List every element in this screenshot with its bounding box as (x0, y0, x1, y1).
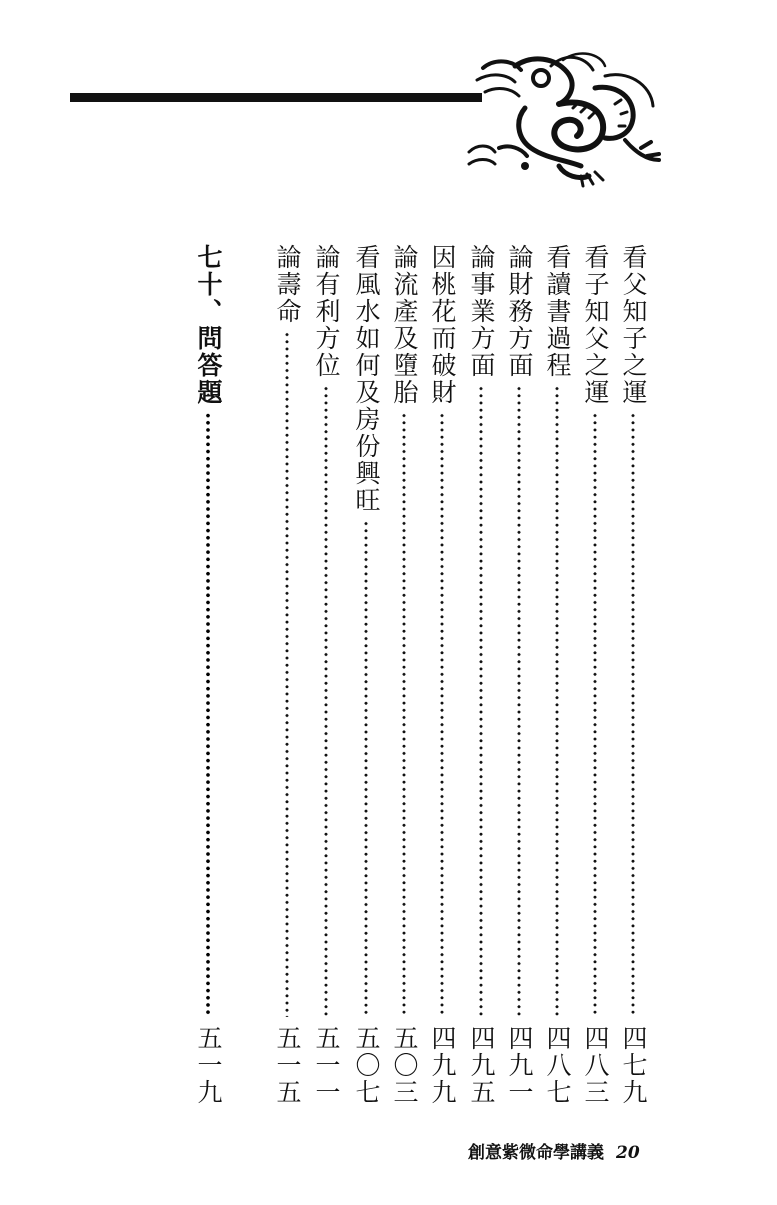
toc-entry-title: 看讀書過程 (543, 244, 572, 379)
dot-leader (517, 385, 521, 1017)
toc-entry (464, 244, 498, 1106)
header-rule (70, 93, 482, 102)
toc-entry-title: 看風水如何及房份興旺 (352, 244, 381, 514)
toc-entry (270, 244, 304, 1106)
table-of-contents (0, 244, 777, 1124)
toc-entry (578, 244, 612, 1106)
toc-entry (540, 244, 574, 1106)
dot-leader (285, 331, 289, 1017)
toc-entry-title: 論事業方面 (467, 244, 496, 379)
toc-entry (616, 244, 650, 1106)
toc-entry (387, 244, 421, 1106)
toc-entry-page: 四八三 (581, 1025, 610, 1106)
page-footer (468, 1138, 640, 1163)
toc-entry-page: 五一一 (312, 1025, 341, 1106)
toc-entry-title: 論財務方面 (505, 244, 534, 379)
toc-entry (425, 244, 459, 1106)
dot-leader (364, 520, 368, 1017)
book-title: 創意紫微命學講義 (468, 1143, 604, 1163)
dot-leader (479, 385, 483, 1017)
page-number: 20 (616, 1143, 640, 1163)
dot-leader (555, 385, 559, 1017)
toc-entry-title: 論有利方位 (312, 244, 341, 379)
toc-entry-chapter (191, 244, 225, 1106)
dot-leader (324, 385, 328, 1017)
dot-leader (402, 412, 406, 1017)
toc-entry-title: 看父知子之運 (619, 244, 648, 406)
toc-entry (502, 244, 536, 1106)
toc-entry-title: 看子知父之運 (581, 244, 610, 406)
toc-entry-page: 四七九 (619, 1025, 648, 1106)
toc-entry-page: 四八七 (543, 1025, 572, 1106)
toc-entry-page: 五一五 (273, 1025, 302, 1106)
toc-entry-page: 四九五 (467, 1025, 496, 1106)
toc-entry-title: 論流產及墮胎 (390, 244, 419, 406)
toc-entry-title: 七十、問答題 (194, 244, 223, 406)
toc-entry-page: 四九九 (428, 1025, 457, 1106)
toc-entry (309, 244, 343, 1106)
toc-entry-title: 因桃花而破財 (428, 244, 457, 406)
toc-entry-page: 四九一 (505, 1025, 534, 1106)
dragon-ornament-icon (455, 48, 665, 188)
dot-leader (440, 412, 444, 1017)
dot-leader (206, 412, 210, 1017)
dot-leader (593, 412, 597, 1017)
toc-entry-title: 論壽命 (273, 244, 302, 325)
toc-entry (349, 244, 383, 1106)
toc-entry-page: 五〇七 (352, 1025, 381, 1106)
dot-leader (631, 412, 635, 1017)
toc-entry-page: 五一九 (194, 1025, 223, 1106)
toc-entry-page: 五〇三 (390, 1025, 419, 1106)
